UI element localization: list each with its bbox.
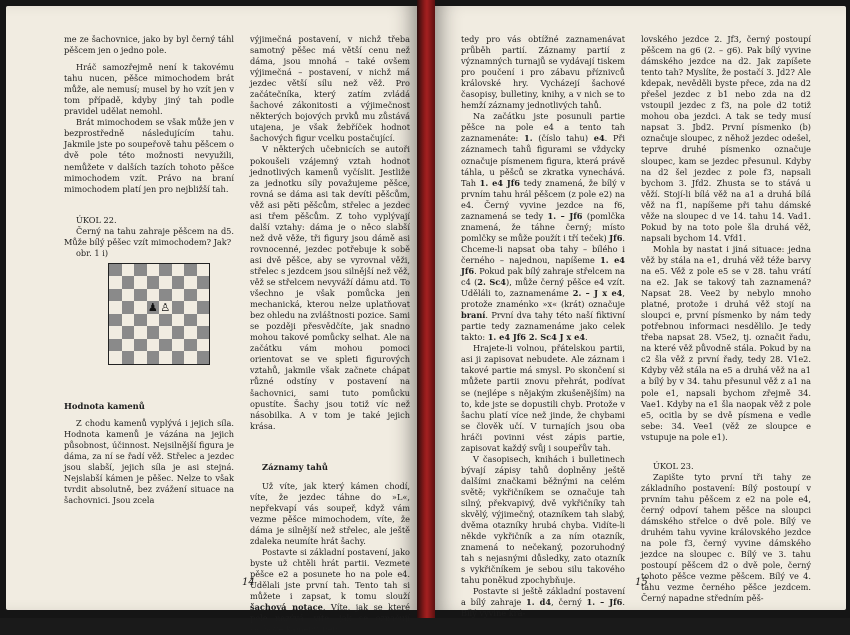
book-spine bbox=[417, 0, 435, 618]
text-run: (pomlčka znamená, že táhne černý; místo pomlčky se může použít i tří teček) bbox=[461, 210, 625, 243]
page-number: 14 bbox=[242, 577, 255, 588]
board-square bbox=[197, 326, 210, 339]
notation-bold: 1. bbox=[524, 133, 533, 144]
board-square bbox=[134, 289, 147, 302]
notation-bold: 1. e4 Jf6 bbox=[461, 254, 625, 276]
paragraph: Hrajete-li volnou, přátelskou partii, asi ji zapisovat nebudete. Ale záznam i takové partie má smysl. Po skončení si můžete partii znovu přehrát, podívat se (nejlépe s nějakým zkušenějším) na to, kde jste se dopustili chyb. Protože v šachu platí více než jinde, že chybami se člověk učí. V turnajích jsou oba hráči povinni vést zápis partie, zapisovat každý svůj i soupeřův tah. bbox=[461, 343, 625, 453]
paragraph: V některých učebnicích se autoři pokoušeli vzájemný vztah hodnot jednotlivých kamenů vyčíslit. Jestliže za jednotku síly považujeme pěšce, rovná se dáma asi tak devíti pěšcům, věž asi pěti pěšcům, střelec a jezdec asi třem pěšcům. Z toho vyplývají další vztahy: dáma je o něco slabší než dvě věže, tři figury jsou dámě asi rovnocenné, jezdec potřebuje k sobě asi dvě pěšce, aby se vyrovnal věži, střelec s jezdcem jsou silnější než věž, věž se střelcem nevyváží dámu atd. To všechno je však pomůcka jen mechanická, kterou nelze uplatňovat bez ohledu na zvláštnosti pozice. Sami se později přesvědčíte, jak snadno mohou takové pomůcky selhat. Ale na začátku vám mohou pomoci orientovat se ve spleti figurových vztahů, jakmile však začnete chápat různé odstíny v postavení na šachovnici, sami tuto pomůcku opustíte. Šachy jsou totiž víc než násobilka. A v tom je také jejich krása. bbox=[250, 144, 411, 431]
paragraph: Hráč samozřejmě není k takovému tahu nucen, pěšce mimochodem brát může, ale nemusí; musel by ho vzít jen v tom případě, kdyby jiný tah podle pravidel udělat nemohl. bbox=[64, 62, 234, 117]
pawn-icon: ♙ bbox=[160, 301, 171, 315]
board-square bbox=[172, 301, 185, 314]
board-square bbox=[147, 314, 160, 327]
board-square bbox=[109, 264, 122, 277]
board-square bbox=[197, 339, 210, 352]
board-square bbox=[184, 264, 197, 277]
board-square bbox=[147, 339, 160, 352]
paragraph: Už víte, jak který kámen chodí, víte, že jezdec táhne do »L«, nepřekvapí vás soupeř, když vám vezme pěšce mimochodem, víte, že dáma je silnější než střelec, ale ještě zdaleka neumíte hrát šachy. bbox=[250, 480, 410, 546]
board-square bbox=[122, 351, 135, 364]
paragraph: V časopisech, knihách i bulletinech bývají zápisy tahů doplněny ještě dalšími značkami běžnými na celém světě; vykřičníkem se označuje tah silný, překvapivý, dvě vykřičníky tah skvělý, výjimečný, otazníkem tah slabý, dvěma otazníky hrubá chyba. Vidíte-li někde vykřičník a za ním otazník, znamená to nečekaný, pozoruhodný tah s nejasnými důsledky, zato otazník s vykřičníkem je sebou silu takového tahu poněkud zpochybňuje. bbox=[461, 453, 625, 586]
board-square bbox=[134, 326, 147, 339]
board-square bbox=[122, 276, 135, 289]
board-square bbox=[109, 276, 122, 289]
paragraph: Z chodu kamenů vyplývá i jejich síla. Hodnota kamenů je vázána na jejich působnost, účinnost. Nejsilnější figura je dáma, za ní se řadí věž. Střelec a jezdec jsou slabší, jejich síla je asi stejná. Nejslabší kámen je pěšec. Nelze to však tvrdit absolutně, bez zvážení situace na šachovnici. Jsou zcela bbox=[64, 417, 234, 506]
text-run: . Víte, jak se které pole nazývá, víte, jak se označují šachové kameny, není bbox=[250, 602, 410, 635]
notation-bold: 1. – Jf6 bbox=[586, 597, 623, 608]
board-square bbox=[197, 301, 210, 314]
term-bold: braní bbox=[461, 310, 486, 321]
board-square bbox=[147, 301, 160, 314]
board-square bbox=[109, 301, 122, 314]
board-square bbox=[147, 326, 160, 339]
board-square bbox=[159, 289, 172, 302]
term-bold: šachová notace bbox=[250, 602, 323, 613]
board-square bbox=[184, 326, 197, 339]
board-square bbox=[122, 326, 135, 339]
board-square bbox=[159, 339, 172, 352]
text-run: (číslo tahu) bbox=[532, 133, 594, 144]
board-square bbox=[122, 289, 135, 302]
paragraph: Mohla by nastat i jiná situace: jedna věž by stála na e1, druhá věž téže barvy na e5. Věž z pole e5 se v 28. tahu vrátí na e2. Jak se takový tah zaznamená? Napsat 28. Vee2 by nebylo mnoho platné, protože i druhá věž stojí na sloupci e, první písmenko by nám tedy potřebnou informaci nesdělilo. Je tedy třeba napsat 28. V5e2, tj. označit řadu, na které věž původně stála. Pokud by na c2 šla věž z první řady, tedy 28. V1e2. Kdyby věž stála na e5 a druhá věž na a1 a bílý by v 34. tahu přesunul věž z a1 na pole e1, napsali bychom zřejmě 34. Vae1. Kdyby na e1 šla naopak věž z pole e5, ocitla by se dvě písmena e vedle sebe: 34. Vee1 (věž ze sloupce e vstupuje na pole e1). bbox=[641, 243, 811, 442]
chess-diagram bbox=[108, 263, 210, 365]
text-run: . Bílý vyvine krá- bbox=[461, 597, 625, 619]
text-run: , protože znaménko »x« (krát) označuje bbox=[461, 288, 625, 310]
text-run: . První dva tahy této naší fiktivní partie tedy zaznamenáme jako celek takto: bbox=[461, 310, 625, 343]
board-square bbox=[134, 339, 147, 352]
board-square bbox=[184, 351, 197, 364]
board-square bbox=[159, 276, 172, 289]
notation-bold: 2. Sc4 bbox=[477, 277, 506, 288]
left-column-1 bbox=[64, 34, 234, 506]
board-square bbox=[147, 264, 160, 277]
board-square bbox=[197, 276, 210, 289]
text-run: Postavte si ještě základní postavení a bílý zahraje bbox=[461, 586, 625, 608]
notation-bold: 2. – J x e4 bbox=[572, 288, 623, 299]
board-square bbox=[184, 289, 197, 302]
board-square bbox=[134, 301, 147, 314]
board-square bbox=[197, 314, 210, 327]
right-page bbox=[435, 6, 846, 619]
pawn-icon: ♟ bbox=[147, 301, 158, 315]
board-square bbox=[109, 289, 122, 302]
board-square bbox=[172, 276, 185, 289]
text-run: Postavte si základní postavení, jako byste už chtěli hrát partii. Vezmete pěšce e2 a posunete ho na pole e4. Udělali jste první tah. Tento tah si můžete i zapsat, k tomu slouží bbox=[250, 547, 410, 602]
board-square bbox=[197, 351, 210, 364]
board-square bbox=[147, 351, 160, 364]
board-square bbox=[184, 339, 197, 352]
board-square bbox=[134, 276, 147, 289]
board-square bbox=[184, 314, 197, 327]
board-square bbox=[159, 264, 172, 277]
paragraph bbox=[461, 586, 625, 619]
board-square bbox=[172, 289, 185, 302]
board-square bbox=[122, 339, 135, 352]
board-square bbox=[147, 289, 160, 302]
board-square bbox=[109, 339, 122, 352]
section-heading: Záznamy tahů bbox=[262, 461, 328, 472]
board-square bbox=[134, 314, 147, 327]
text-run: . Při záznamech tahů figurami se vždycky označuje písmenem figura, která právě táhla, u pěšců se zkratka vynechává. Tah bbox=[461, 133, 625, 188]
notation-bold: 1. d4 bbox=[526, 597, 552, 608]
text-run: . Pokud pak bílý zahraje střelcem na c4 ( bbox=[461, 265, 625, 288]
paragraph: Brát mimochodem se však může jen v bezprostředně následujícím tahu. Jakmile jste po soupeřově tahu pěšcem o dvě pole této možnosti nevyužili, nemůžete v dalších tazích tohoto pěšce mimochodem vzít. Právo na braní mimochodem platí jen pro nejbližší tah. bbox=[64, 117, 234, 194]
board-square bbox=[122, 314, 135, 327]
board-square bbox=[172, 314, 185, 327]
notation-bold: Jf6 bbox=[609, 232, 623, 243]
paragraph bbox=[250, 547, 410, 635]
text-run: ), může černý pěšce e4 vzít. Uděláli to, zaznamenáme bbox=[461, 277, 625, 299]
board-square bbox=[184, 301, 197, 314]
notation-bold: 1. e4 Jf6 2. Sc4 J x e4 bbox=[487, 332, 586, 343]
text-run: , černý bbox=[551, 597, 587, 608]
text-run: Na začátku jste posunuli partie pěšce na pole e4 a tento tah zaznamenáte: bbox=[461, 111, 625, 144]
left-column-2 bbox=[250, 34, 410, 635]
board-square bbox=[134, 264, 147, 277]
task-text: Zapište tyto první tři tahy ze základního postavení: Bílý postoupí v prvním tahu pěšcem z e2 na pole e4, černý odpoví tahem pěšce na sloupci dámského střelce o dvě pole. Bílý ve druhém tahu vyvine královského jezdce na pole f3, černý vyvine dámského jezdce na sloupec c. Bílý ve 3. tahu postoupí pěšcem d2 o dvě pole, černý tohoto pěšce vezme pěšcem. Bílý ve 4. tahu vezme černého pěšce jezdcem. Černý napadne středním pěš- bbox=[641, 471, 811, 604]
right-column-1 bbox=[461, 34, 625, 619]
board-square bbox=[109, 314, 122, 327]
task-title: ÚKOL 23. bbox=[653, 460, 694, 471]
right-column-2 bbox=[641, 34, 811, 604]
paragraph: lovského jezdce 2. Jf3, černý postoupí pěšcem na g6 (2. – g6). Pak bílý vyvine dámského jezdce na d2. Jak zapíšete tento tah? Myslíte, že postačí 3. Jd2? Ale kdepak, nevěděli byste přece, zda na d2 přešel jezdec z b1 nebo zda na d2 vstoupil jezdec z f3, na pole d2 totiž mohou oba jezdci. A tak se tedy musí napsat 3. Jbd2. První písmenko (b) označuje sloupec, z něhož jezdec odešel, teprve druhé písmenko označuje sloupec, kam se jezdec přesunul. Kdyby na d2 šel jezdec z pole f3, napsali bychom 3. Jfd2. Zhusta se to stává u věží. Stojí-li bílá věž na a1 a druhá bílá věž na f1, napíšeme při tahu dámské věže na sloupec d ve 14. tahu 14. Vad1. Pokud by na toto pole šla druhá věž, napsali bychom 14. Vfd1. bbox=[641, 34, 811, 243]
paragraph: me ze šachovnice, jako by byl černý táhl pěšcem jen o jedno pole. bbox=[64, 34, 234, 56]
board-square bbox=[159, 301, 172, 314]
board-square bbox=[159, 314, 172, 327]
board-square bbox=[197, 264, 210, 277]
board-square bbox=[159, 326, 172, 339]
notation-bold: e4 bbox=[593, 133, 605, 144]
board-square bbox=[184, 276, 197, 289]
left-page bbox=[6, 6, 417, 635]
notation-bold: 1. – Jf6 bbox=[547, 210, 583, 221]
board-square bbox=[109, 351, 122, 364]
board-square bbox=[172, 339, 185, 352]
board-square bbox=[159, 351, 172, 364]
task-text: Černý na tahu zahraje pěšcem na d5. Může bílý pěšec vzít mimochodem? Jak? bbox=[64, 225, 234, 247]
board-square bbox=[172, 264, 185, 277]
board-square bbox=[109, 326, 122, 339]
section-heading: Hodnota kamenů bbox=[64, 400, 145, 411]
task-title: ÚKOL 22. bbox=[76, 214, 117, 225]
paragraph: výjimečná postavení, v nichž třeba samotný pěšec má větší cenu než dáma, jsou mnohá – také ovšem výjimečná – postavení, v nichž má jezdec větší sílu než věž. Pro začátečníka, který zatím zvládá šachové zákonitosti a výjimečnost některých bojových prvků mu zůstává utajena, je však žebříček hodnot šachových figur vcelku postačující. bbox=[250, 34, 410, 144]
page-number: 15 bbox=[635, 577, 648, 588]
board-square bbox=[172, 326, 185, 339]
text-run: . Chceme-li napsat oba tahy – bílého i černého – najednou, napíšeme bbox=[461, 232, 625, 265]
board-square bbox=[172, 351, 185, 364]
board-square bbox=[134, 351, 147, 364]
notation-bold: 1. e4 Jf6 bbox=[479, 177, 520, 188]
text-run: tedy znamená, že bílý v prvním tahu hrál pěšcem (z pole e2) na e4. Černý vyvine jezdce na f6, zaznamená se tedy bbox=[461, 177, 625, 221]
board-square bbox=[122, 264, 135, 277]
paragraph: tedy pro vás obtížné zaznamenávat průběh partií. Záznamy partií z významných turnajů se vydávají tiskem pro poučení i pro zábavu příznivců královské hry. Vycházejí šachové časopisy, bulletiny, knihy, a v nich se to hemží záznamy jednotlivých tahů. bbox=[461, 34, 625, 111]
board-square bbox=[122, 301, 135, 314]
diagram-label: obr. 1 i) bbox=[76, 247, 109, 258]
board-square bbox=[197, 289, 210, 302]
board-square bbox=[147, 276, 160, 289]
paragraph bbox=[461, 111, 625, 343]
text-run: . bbox=[585, 332, 588, 343]
